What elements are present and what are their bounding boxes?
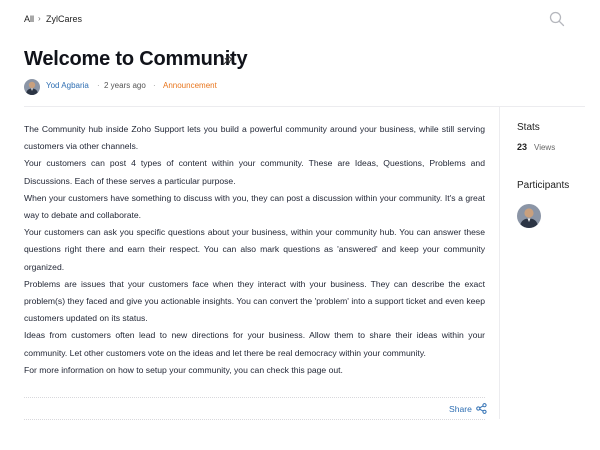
help-page-link[interactable]: this page out [291, 364, 341, 375]
topic-body [24, 121, 485, 379]
sidebar-divider [499, 107, 500, 419]
participants-heading: Participants [517, 180, 570, 191]
category-badge[interactable]: Announcement [163, 81, 217, 90]
share-button[interactable] [449, 403, 487, 414]
views-count: 23 [517, 142, 528, 152]
views-label: Views [534, 143, 556, 152]
body-paragraph: Ideas from customers often lead to new directions for your business. Allow them to share their ideas within your community. Let other customers vote on the ideas and let there be real democracy within your community. [24, 330, 485, 358]
header-divider [24, 106, 585, 107]
breadcrumb-all[interactable]: All [24, 14, 35, 24]
share-icon [476, 403, 487, 414]
body-paragraph: Your customers can post 4 types of content within your community. These are Ideas, Questions, Problems and Discussions. Each of these serves a particular purpose. [24, 158, 485, 186]
breadcrumb-zylcares[interactable]: ZylCares [46, 14, 83, 24]
share-label: Share [449, 403, 472, 414]
search-icon[interactable] [548, 10, 566, 28]
participant-avatar[interactable] [517, 204, 541, 228]
body-text: . [340, 364, 343, 375]
body-paragraph: Your customers can ask you specific questions about your business, within your community hub. You can answer these questions right there and earn their respect. You can also mark questions as 'answered' and keep your community organized. [24, 227, 485, 272]
body-paragraph-last [24, 362, 485, 379]
author-avatar[interactable] [24, 79, 40, 95]
footer-divider [24, 397, 485, 398]
footer-divider [24, 419, 485, 420]
body-paragraph: Problems are issues that your customers face when they interact with your business. They can describe the exact problem(s) they faced and give you actionable insights. You can convert the 'problem' into a support ticket and even keep customers updated on its status. [24, 278, 485, 324]
pin-icon [221, 55, 233, 67]
body-text: For more information on how to setup your community, you can check [24, 364, 292, 375]
top-bar [24, 14, 576, 28]
meta-separator: · [97, 81, 100, 90]
page-title: Welcome to Community [24, 48, 248, 70]
stats-heading: Stats [517, 122, 540, 133]
meta-separator: · [153, 81, 156, 90]
body-paragraph: The Community hub inside Zoho Support lets you build a powerful community around your business, while still serving customers via other channels. [24, 124, 485, 152]
author-name[interactable]: Yod Agbaria [46, 81, 89, 90]
breadcrumb-separator: › [38, 14, 41, 23]
posted-time: 2 years ago [104, 81, 146, 90]
body-paragraph: When your customers have something to discuss with you, they can post a discussion within your community. It's a great way to debate and collaborate. [24, 192, 485, 221]
